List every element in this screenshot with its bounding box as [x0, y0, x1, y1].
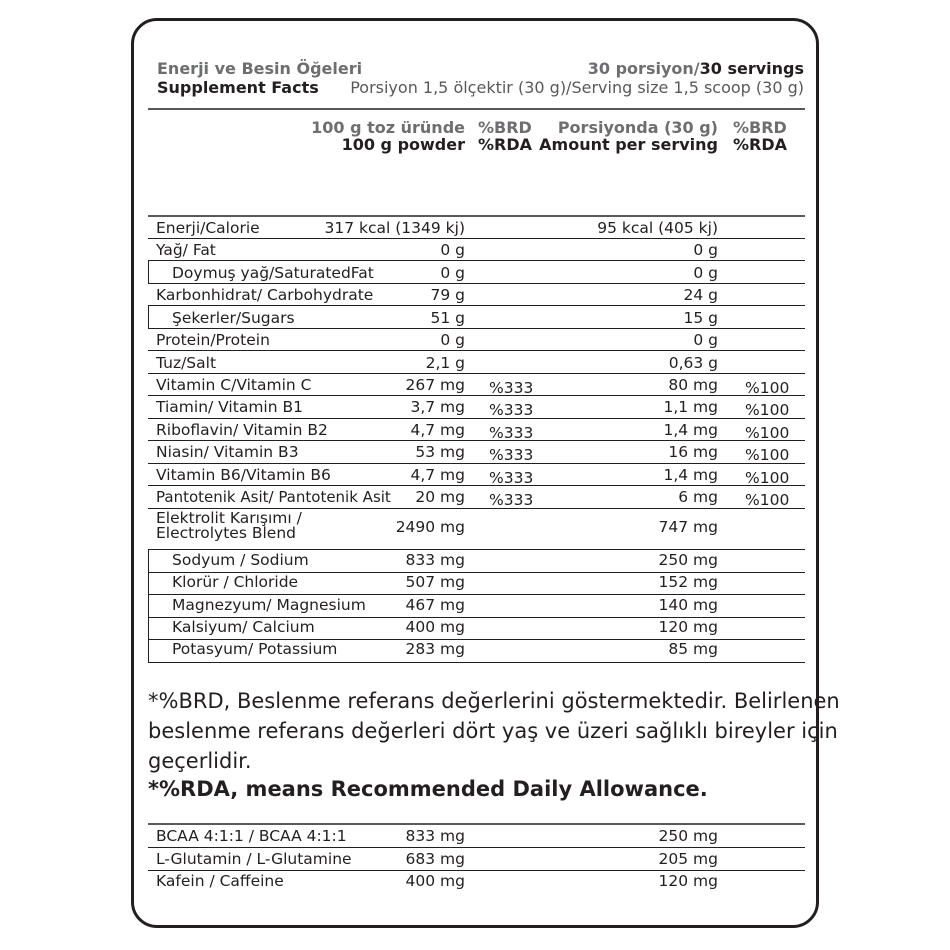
- row-serving: 15 g: [683, 309, 718, 327]
- row-serving: 24 g: [683, 286, 718, 304]
- row-rule: [148, 463, 805, 464]
- row-serving: 85 mg: [668, 640, 718, 658]
- row-brd-serving: %100: [745, 491, 790, 509]
- row-rule: [148, 328, 805, 329]
- group-bracket: [148, 260, 149, 283]
- row-name: Vitamin C/Vitamin C: [156, 376, 312, 394]
- title-en: Supplement Facts: [157, 78, 319, 97]
- extra-row-per100: 400 mg: [405, 872, 465, 890]
- row-rule: [148, 594, 805, 595]
- row-serving: 95 kcal (405 kj): [597, 219, 718, 237]
- extra-row-serving: 205 mg: [658, 850, 718, 868]
- note-brd-line3: geçerlidir.: [148, 749, 252, 773]
- col-brd1-tr: %BRD: [478, 118, 532, 137]
- row-per100: 51 g: [430, 309, 465, 327]
- row-serving: 0,63 g: [668, 354, 718, 372]
- row-per100: 79 g: [430, 286, 465, 304]
- row-per100: 3,7 mg: [410, 398, 465, 416]
- col-serving-en: Amount per serving: [539, 135, 718, 154]
- col-per100-en: 100 g powder: [341, 135, 465, 154]
- col-per100-tr: 100 g toz üründe: [311, 118, 465, 137]
- row-brd100: %333: [489, 469, 534, 487]
- row-serving: 0 g: [693, 264, 718, 282]
- row-name: Magnezyum/ Magnesium: [172, 596, 366, 614]
- col-brd1: [478, 119, 532, 153]
- row-serving: 1,4 mg: [663, 466, 718, 484]
- row-name: Klorür / Chloride: [172, 573, 299, 591]
- row-brd-serving: %100: [745, 379, 790, 397]
- note-rda: *%RDA, means Recommended Daily Allowance.: [148, 777, 708, 801]
- row-brd-serving: %100: [745, 401, 790, 419]
- row-name: Şekerler/Sugars: [172, 309, 295, 327]
- row-brd-serving: %100: [745, 446, 790, 464]
- row-per100: 20 mg: [415, 488, 465, 506]
- extra-row-name: L-Glutamin / L-Glutamine: [156, 850, 352, 868]
- note-brd-line2: beslenme referans değerleri dört yaş ve üzeri sağlıklı bireyler için: [148, 719, 838, 743]
- extra-row-per100: 833 mg: [405, 827, 465, 845]
- serving-size: Porsiyon 1,5 ölçektir (30 g)/Serving size 1,5 scoop (30 g): [350, 78, 804, 97]
- row-serving: 6 mg: [678, 488, 718, 506]
- table-top-rule: [148, 215, 805, 217]
- row-serving: 0 g: [693, 241, 718, 259]
- row-name-line2: Electrolytes Blend: [156, 524, 296, 542]
- row-serving: 16 mg: [668, 443, 718, 461]
- extra-row-name: BCAA 4:1:1 / BCAA 4:1:1: [156, 827, 347, 845]
- row-per100: 53 mg: [415, 443, 465, 461]
- row-name: Tiamin/ Vitamin B1: [156, 398, 303, 416]
- row-serving: 747 mg: [658, 518, 718, 536]
- row-name: Protein/Protein: [156, 331, 270, 349]
- row-name: Kalsiyum/ Calcium: [172, 618, 315, 636]
- col-serving-tr: Porsiyonda (30 g): [557, 118, 718, 137]
- row-per100: 467 mg: [405, 596, 465, 614]
- row-per100: 507 mg: [405, 573, 465, 591]
- servings-tr: 30 porsiyon/: [587, 59, 700, 78]
- row-serving: 152 mg: [658, 573, 718, 591]
- row-rule: [148, 847, 805, 848]
- row-rule: [148, 662, 805, 663]
- note-brd-line1: *%BRD, Beslenme referans değerlerini göstermektedir. Belirlenen: [148, 689, 840, 713]
- row-per100: 317 kcal (1349 kj): [324, 219, 465, 237]
- row-serving: 250 mg: [658, 551, 718, 569]
- row-name: Tuz/Salt: [156, 354, 217, 372]
- row-rule: [148, 283, 805, 284]
- row-per100: 0 g: [440, 264, 465, 282]
- row-rule: [148, 238, 805, 239]
- row-brd100: %333: [489, 491, 534, 509]
- row-serving: 1,1 mg: [663, 398, 718, 416]
- row-brd-serving: %100: [745, 469, 790, 487]
- row-name: Doymuş yağ/SaturatedFat: [172, 264, 374, 282]
- row-per100: 4,7 mg: [410, 466, 465, 484]
- row-rule: [148, 395, 805, 396]
- col-serving: [539, 119, 718, 153]
- row-rule: [148, 549, 805, 550]
- extra-row-serving: 250 mg: [658, 827, 718, 845]
- servings: [588, 59, 804, 78]
- row-rule: [148, 870, 805, 871]
- row-serving: 140 mg: [658, 596, 718, 614]
- row-name: Sodyum / Sodium: [172, 551, 309, 569]
- row-rule: [148, 373, 805, 374]
- extra-row-per100: 683 mg: [405, 850, 465, 868]
- header-divider: [148, 108, 805, 110]
- row-name: Niasin/ Vitamin B3: [156, 443, 299, 461]
- row-name: Pantotenik Asit/ Pantotenik Asit: [156, 488, 391, 506]
- col-per100: [311, 119, 465, 153]
- row-per100: 267 mg: [405, 376, 465, 394]
- row-per100: 0 g: [440, 331, 465, 349]
- row-per100: 2490 mg: [395, 518, 465, 536]
- row-rule: [148, 305, 805, 306]
- row-brd-serving: %100: [745, 424, 790, 442]
- col-rda1-en: %RDA: [478, 135, 533, 154]
- row-per100: 833 mg: [405, 551, 465, 569]
- row-brd100: %333: [489, 424, 534, 442]
- row-name: Enerji/Calorie: [156, 219, 260, 237]
- row-per100: 0 g: [440, 241, 465, 259]
- row-brd100: %333: [489, 379, 534, 397]
- col-brd2-tr: %BRD: [733, 118, 787, 137]
- col-rda2-en: %RDA: [733, 135, 788, 154]
- row-per100: 4,7 mg: [410, 421, 465, 439]
- row-per100: 2,1 g: [425, 354, 465, 372]
- row-per100: 283 mg: [405, 640, 465, 658]
- row-serving: 0 g: [693, 331, 718, 349]
- row-name: Vitamin B6/Vitamin B6: [156, 466, 331, 484]
- row-rule: [148, 350, 805, 351]
- servings-en: 30 servings: [699, 59, 804, 78]
- row-rule: [148, 485, 805, 486]
- row-rule: [148, 260, 805, 261]
- row-brd100: %333: [489, 401, 534, 419]
- extra-row-serving: 120 mg: [658, 872, 718, 890]
- row-rule: [148, 440, 805, 441]
- row-name: Karbonhidrat/ Carbohydrate: [156, 286, 374, 304]
- col-brd2: [733, 119, 787, 153]
- row-name: Yağ/ Fat: [156, 241, 216, 259]
- row-serving: 80 mg: [668, 376, 718, 394]
- row-serving: 120 mg: [658, 618, 718, 636]
- extra-table-top-rule: [148, 823, 805, 825]
- row-name: Riboflavin/ Vitamin B2: [156, 421, 328, 439]
- group-bracket: [148, 305, 149, 328]
- group-bracket: [148, 549, 149, 662]
- row-name: Potasyum/ Potassium: [172, 640, 338, 658]
- row-rule: [148, 418, 805, 419]
- row-name: Elektrolit Karışımı /: [156, 509, 302, 527]
- extra-row-name: Kafein / Caffeine: [156, 872, 284, 890]
- title-tr: Enerji ve Besin Öğeleri: [157, 59, 363, 78]
- row-serving: 1,4 mg: [663, 421, 718, 439]
- row-brd100: %333: [489, 446, 534, 464]
- row-per100: 400 mg: [405, 618, 465, 636]
